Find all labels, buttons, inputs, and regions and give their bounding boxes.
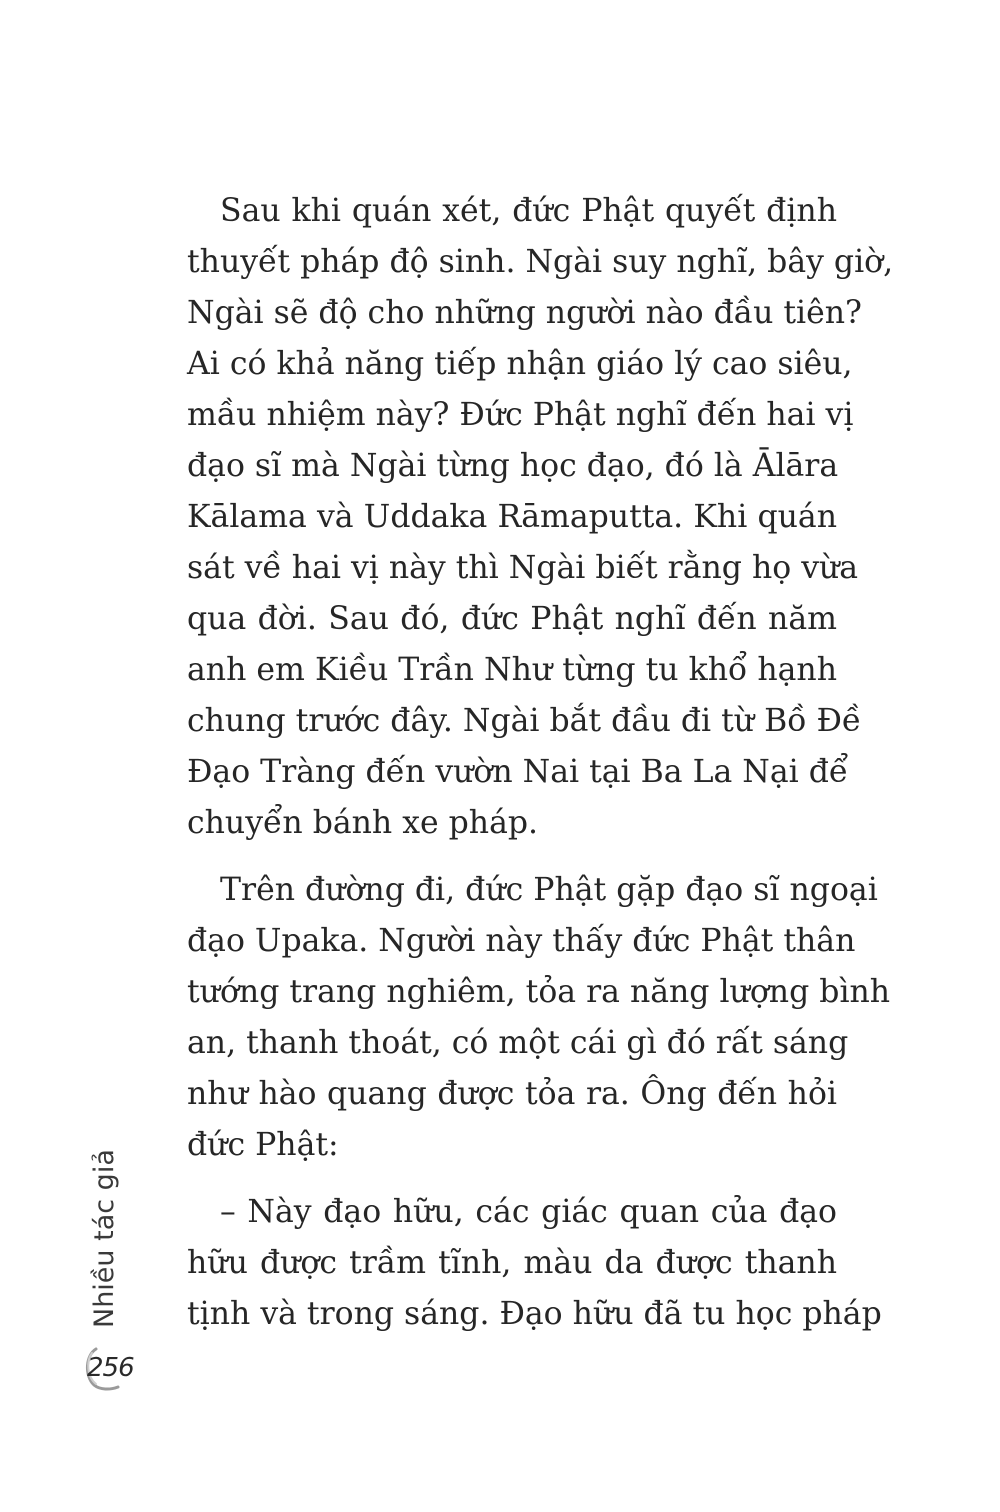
text-line: sát về hai vị này thì Ngài biết rằng họ vừa xyxy=(187,550,859,586)
text-line: chung trước đây. Ngài bắt đầu đi từ Bồ Đề xyxy=(187,703,862,739)
text-line: đức Phật: xyxy=(187,1127,339,1163)
paragraph-2 xyxy=(187,865,891,1171)
text-line: Ai có khả năng tiếp nhận giáo lý cao siêu, xyxy=(187,346,853,382)
text-line: Ngài sẽ độ cho những người nào đầu tiên? xyxy=(187,295,862,331)
text-line: anh em Kiều Trần Như từng tu khổ hạnh xyxy=(187,652,837,688)
text-line: hữu được trầm tĩnh, màu da được thanh xyxy=(187,1245,837,1281)
text-line: thuyết pháp độ sinh. Ngài suy nghĩ, bây giờ, xyxy=(187,244,894,280)
text-line: tướng trang nghiêm, tỏa ra năng lượng bình xyxy=(187,974,891,1010)
text-line: Đạo Tràng đến vườn Nai tại Ba La Nại để xyxy=(187,754,849,790)
paragraph-3 xyxy=(187,1187,882,1340)
page-number: 256 xyxy=(87,1353,134,1383)
running-head-author: Nhiều tác giả xyxy=(89,1149,120,1328)
text-line: Trên đường đi, đức Phật gặp đạo sĩ ngoại xyxy=(220,872,878,908)
text-line: an, thanh thoát, có một cái gì đó rất sáng xyxy=(187,1025,849,1061)
body-text xyxy=(187,186,894,1356)
text-line: chuyển bánh xe pháp. xyxy=(187,805,539,841)
text-line: tịnh và trong sáng. Đạo hữu đã tu học pháp xyxy=(187,1296,882,1332)
text-line: – Này đạo hữu, các giác quan của đạo xyxy=(220,1194,837,1230)
text-line: Sau khi quán xét, đức Phật quyết định xyxy=(220,193,837,229)
page-number-badge xyxy=(82,1345,134,1391)
text-line: đạo sĩ mà Ngài từng học đạo, đó là Ālāra xyxy=(187,448,839,484)
text-line: đạo Upaka. Người này thấy đức Phật thân xyxy=(187,923,856,959)
text-line: như hào quang được tỏa ra. Ông đến hỏi xyxy=(187,1076,837,1112)
text-line: qua đời. Sau đó, đức Phật nghĩ đến năm xyxy=(187,601,837,637)
paragraph-1 xyxy=(187,186,894,849)
text-line: mầu nhiệm này? Đức Phật nghĩ đến hai vị xyxy=(187,397,854,433)
text-line: Kālama và Uddaka Rāmaputta. Khi quán xyxy=(187,499,837,535)
